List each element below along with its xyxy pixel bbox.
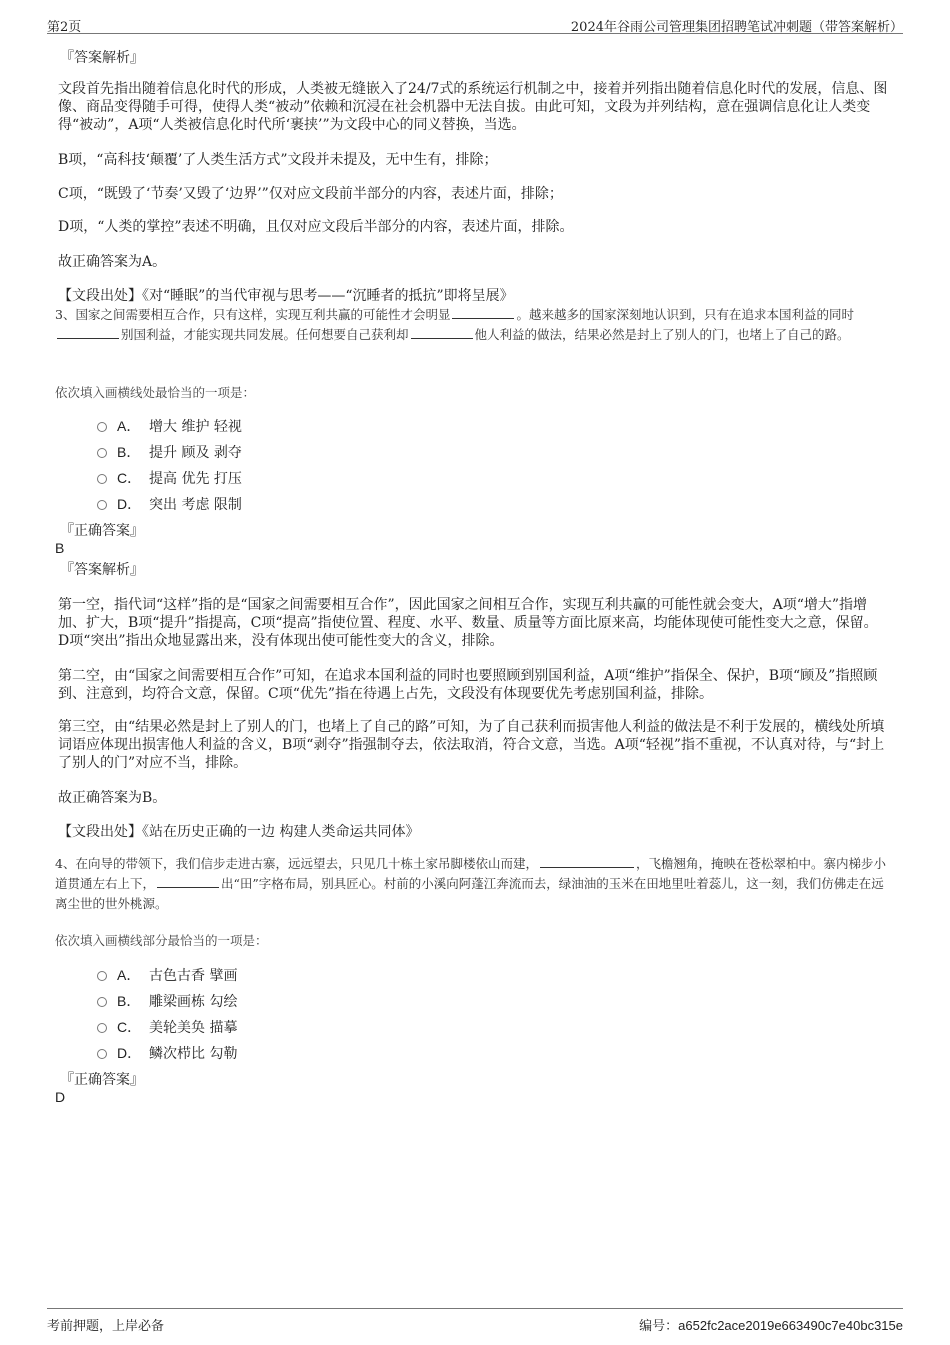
q3-stem-part-1: 3、国家之间需要相互合作，只有这样，实现互利共赢的可能性才会明显 (55, 307, 451, 322)
radio-icon[interactable] (97, 971, 107, 981)
page-number: 第2页 (47, 20, 82, 35)
q2-source: 【文段出处】《对“睡眠”的当代审视与思考——“沉睡者的抵抗”即将呈展》 (58, 288, 514, 304)
q3-blank-2 (57, 325, 119, 339)
q2-analysis-p2: B项，“高科技‘颠覆’了人类生活方式”文段并未提及，无中生有，排除； (58, 152, 498, 168)
q4-option-c[interactable] (97, 1014, 237, 1040)
q2-analysis-label: 『答案解析』 (60, 50, 144, 66)
option-key: C． (117, 1019, 142, 1035)
q4-option-d[interactable] (97, 1040, 237, 1066)
q4-stem-part-3: 出“田”字格布局，别具匠心。村前的小溪向阿蓬江奔流而去，绿油油的玉米在田地里吐着蕊儿，这一刻，我们仿佛走在远离尘世的世外桃源。 (55, 876, 884, 911)
q3-option-b[interactable] (97, 439, 242, 465)
radio-icon[interactable] (97, 474, 107, 484)
option-text: 提升 顾及 剥夺 (149, 445, 242, 461)
q3-analysis-p2: 第二空，由“国家之间需要相互合作”可知，在追求本国利益的同时也要照顾到别国利益，A项“维护”指保全、保护，B项“顾及”指照顾到、注意到，均符合文意，保留。C项“优先”指在待遇上占先，文段没有体现要优先考虑别国利益，排除。 (58, 668, 878, 702)
q2-conclusion: 故正确答案为A。 (58, 254, 167, 270)
q4-stem (55, 854, 893, 914)
page-header (47, 14, 903, 34)
option-key: D． (117, 496, 142, 512)
radio-icon[interactable] (97, 500, 107, 510)
q2-analysis-p3: C项，“既毁了‘节奏’又毁了‘边界’”仅对应文段前半部分的内容，表述片面，排除； (58, 186, 563, 202)
q3-stem (55, 305, 893, 345)
q3-analysis-p3: 第三空，由“结果必然是封上了别人的门，也堵上了自己的路”可知，为了自己获利而损害他人利益的做法是不利于发展的，横线处所填词语应体现出损害他人利益的含义，B项“剥夺”指强制夺去，依法取消，符合文意，当选。A项“轻视”指不重视，不认真对待，与“封上了别人的门”对应不当，排除。 (58, 719, 885, 771)
q4-option-b[interactable] (97, 988, 237, 1014)
document-code-value: a652fc2ace2019e663490c7e40bc315e (678, 1318, 903, 1333)
q3-analysis-p1: 第一空，指代词“这样”指的是“国家之间需要相互合作”，因此国家之间相互合作，实现互利共赢的可能性就会变大，A项“增大”指增加、扩大，B项“提升”指提高，C项“提高”指使位置、程度、水平、数量、质量等方面比原来高，均能体现使可能性变大之意，保留。D项“突出”指出众地显露出来，没有体现出使可能性变大的含义，排除。 (58, 597, 878, 649)
option-text: 美轮美奂 描摹 (149, 1020, 238, 1036)
q4-blank-2 (157, 874, 219, 888)
q3-blank-1 (452, 305, 514, 319)
option-text: 鳞次栉比 勾勒 (149, 1046, 238, 1062)
document-code-label: 编号： (639, 1319, 679, 1334)
q3-options (55, 413, 242, 517)
footer-slogan: 考前押题，上岸必备 (47, 1319, 165, 1334)
document-title: 2024年谷雨公司管理集团招聘笔试冲刺题（带答案解析） (570, 20, 903, 35)
q3-correct-answer: B (55, 540, 65, 556)
option-text: 提高 优先 打压 (149, 471, 242, 487)
q3-stem-part-4: 他人利益的做法，结果必然是封上了别人的门，也堵上了自己的路。 (474, 327, 850, 342)
option-text: 突出 考虑 限制 (149, 497, 242, 513)
q3-source: 【文段出处】《站在历史正确的一边 构建人类命运共同体》 (58, 824, 420, 840)
option-key: A． (117, 418, 141, 434)
q4-options (55, 962, 237, 1066)
q3-stem-part-3: 别国利益，才能实现共同发展。任何想要自己获利却 (121, 327, 409, 342)
q3-option-d[interactable] (97, 491, 242, 517)
option-key: A． (117, 967, 141, 983)
option-key: B． (117, 444, 141, 460)
q4-stem-part-1: 4、在向导的带领下，我们信步走进古寨，远远望去，只见几十栋土家吊脚楼依山而建， (55, 856, 538, 871)
q2-analysis-p4: D项，“人类的掌控”表述不明确，且仅对应文段后半部分的内容，表述片面，排除。 (58, 219, 574, 235)
option-key: B． (117, 993, 141, 1009)
q2-analysis-p1: 文段首先指出随着信息化时代的形成，人类被无缝嵌入了24/7式的系统运行机制之中，接着并列指出随着信息化时代的发展，信息、图像、商品变得随手可得，使得人类“被动”依赖和沉浸在社会机器中无法自拔。由此可知，文段为并列结构，意在强调信息化让人类变得“被动”，A项“人类被信息化时代所‘裹挟’”为文段中心的同义替换，当选。 (58, 81, 888, 133)
q3-conclusion: 故正确答案为B。 (58, 790, 167, 806)
option-text: 雕梁画栋 勾绘 (149, 994, 238, 1010)
q4-correct-label: 『正确答案』 (60, 1072, 144, 1088)
option-key: C． (117, 470, 142, 486)
q3-analysis-label: 『答案解析』 (60, 562, 144, 578)
radio-icon[interactable] (97, 1023, 107, 1033)
q3-stem-part-2: 。越来越多的国家深刻地认识到，只有在追求本国利益的同时 (516, 307, 854, 322)
q3-option-a[interactable] (97, 413, 242, 439)
q4-option-a[interactable] (97, 962, 237, 988)
option-key: D． (117, 1045, 142, 1061)
option-text: 增大 维护 轻视 (149, 419, 242, 435)
radio-icon[interactable] (97, 448, 107, 458)
q4-stem-part-2: ，飞檐翘角，掩映在苍松翠柏中。寨内梯步小道贯通左右上下， (55, 856, 886, 891)
q3-correct-label: 『正确答案』 (60, 523, 144, 539)
option-text: 古色古香 擘画 (149, 968, 238, 984)
q3-option-c[interactable] (97, 465, 242, 491)
q4-blank-1 (540, 854, 634, 868)
document-code (639, 1315, 903, 1334)
radio-icon[interactable] (97, 1049, 107, 1059)
radio-icon[interactable] (97, 422, 107, 432)
q4-correct-answer: D (55, 1089, 66, 1105)
page-footer (47, 1308, 903, 1339)
q4-instruction: 依次填入画横线部分最恰当的一项是： (55, 933, 268, 948)
q3-blank-3 (411, 325, 473, 339)
q3-instruction: 依次填入画横线处最恰当的一项是： (55, 385, 256, 400)
radio-icon[interactable] (97, 997, 107, 1007)
